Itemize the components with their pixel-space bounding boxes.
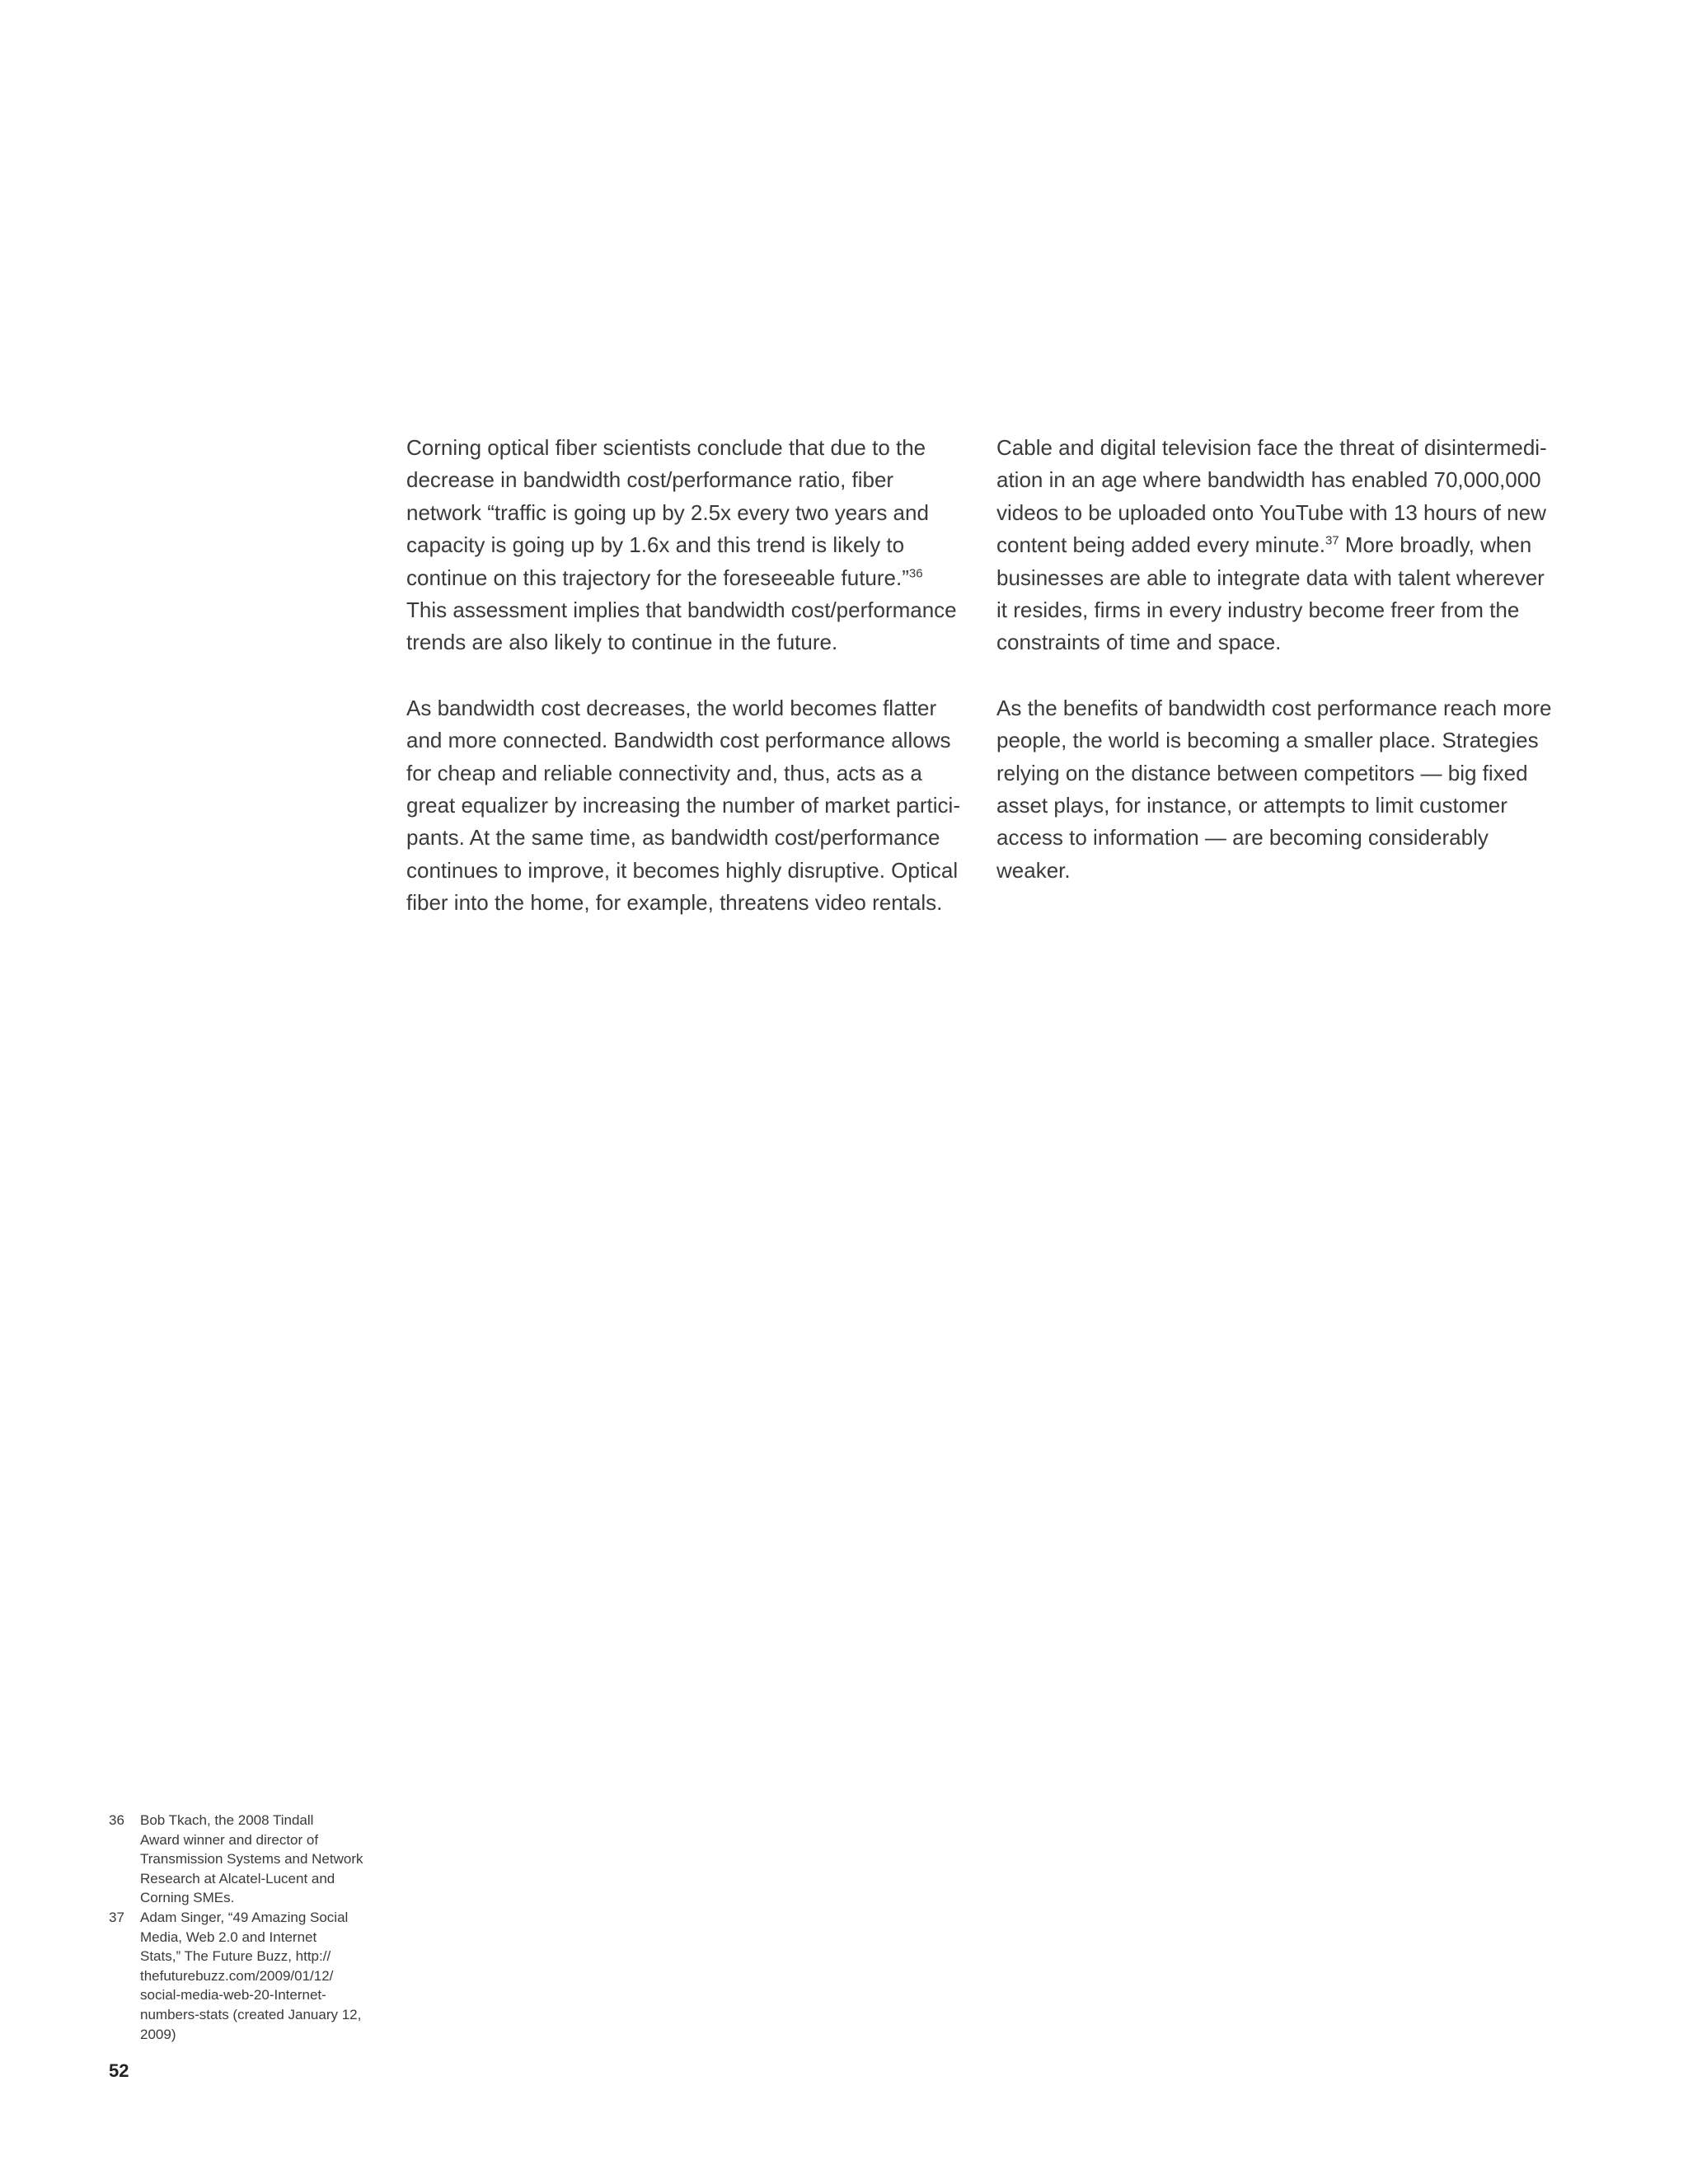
- body-paragraph: [996, 432, 1565, 659]
- text-line: people, the world is becoming a smaller place. Strategies: [996, 728, 1539, 753]
- footnote-line: Adam Singer, “49 Amazing Social: [140, 1909, 349, 1925]
- text-line: relying on the distance between competitors — big fixed: [996, 760, 1528, 785]
- footnote-line: Transmission Systems and Network: [140, 1851, 363, 1868]
- text-line: businesses are able to integrate data with talent wherever: [996, 565, 1545, 590]
- page-number: 52: [109, 2060, 129, 2081]
- footnote-number: 37: [109, 1909, 124, 1925]
- text-line: it resides, firms in every industry become freer from the: [996, 598, 1520, 623]
- footnote: [109, 1811, 381, 1908]
- text-line: ation in an age where bandwidth has enabled 70,000,000: [996, 467, 1541, 493]
- text-line: As bandwidth cost decreases, the world becomes flatter: [406, 695, 937, 720]
- text-fragment: content being added every minute.: [996, 532, 1325, 558]
- text-line: network “traffic is going up by 2.5x every two years and: [406, 499, 929, 525]
- right-column: [996, 432, 1565, 920]
- footnote-reference: 37: [1325, 533, 1339, 548]
- footnote-text: [140, 1811, 363, 1908]
- footnote: [109, 1908, 381, 2044]
- text-line: asset plays, for instance, or attempts to limit customer: [996, 793, 1507, 818]
- footnote-line: numbers-stats (created January 12,: [140, 2006, 362, 2022]
- footnote-line: 2009): [140, 2026, 176, 2042]
- footnote-line: Award winner and director of: [140, 1831, 319, 1848]
- text-line: videos to be uploaded onto YouTube with 13 hours of new: [996, 499, 1546, 525]
- text-line: constraints of time and space.: [996, 630, 1282, 655]
- text-line: This assessment implies that bandwidth cost/performance: [406, 598, 957, 623]
- footnote-line: Corning SMEs.: [140, 1890, 235, 1906]
- footnote-line: social-media-web-20-Internet-: [140, 1987, 326, 2004]
- body-paragraph: [996, 692, 1565, 887]
- footnote-number: 36: [109, 1812, 124, 1828]
- text-line: for cheap and reliable connectivity and, thus, acts as a: [406, 760, 922, 785]
- text-fragment: continue on this trajectory for the foreseeable future.”: [406, 565, 909, 590]
- text-line: trends are also likely to continue in the future.: [406, 630, 838, 655]
- text-line: [406, 562, 975, 594]
- text-line: access to information — are becoming considerably: [996, 825, 1489, 851]
- footnote-line: Media, Web 2.0 and Internet: [140, 1929, 317, 1945]
- text-line: Cable and digital television face the threat of disintermedi-: [996, 435, 1547, 460]
- footnote-line: Bob Tkach, the 2008 Tindall: [140, 1812, 314, 1828]
- text-line: and more connected. Bandwidth cost performance allows: [406, 728, 951, 753]
- body-paragraph: [406, 432, 975, 659]
- text-line: decrease in bandwidth cost/performance ratio, fiber: [406, 467, 894, 493]
- text-fragment: More broadly, when: [1339, 532, 1532, 558]
- left-column: [406, 432, 975, 953]
- text-line: continues to improve, it becomes highly disruptive. Optical: [406, 857, 959, 883]
- text-line: capacity is going up by 1.6x and this trend is likely to: [406, 532, 905, 558]
- body-paragraph: [406, 692, 975, 920]
- text-line: Corning optical fiber scientists conclude that due to the: [406, 435, 926, 460]
- footnote-line: Stats,” The Future Buzz, http://: [140, 1948, 331, 1965]
- footnote-text: [140, 1908, 361, 2044]
- text-line: great equalizer by increasing the number of market partici-: [406, 793, 960, 818]
- text-line: [996, 529, 1565, 561]
- footnote-line: Research at Alcatel-Lucent and: [140, 1870, 335, 1886]
- text-line: fiber into the home, for example, threatens video rentals.: [406, 890, 943, 916]
- text-line: weaker.: [996, 857, 1071, 883]
- text-line: As the benefits of bandwidth cost performance reach more: [996, 695, 1552, 720]
- text-line: pants. At the same time, as bandwidth cost/performance: [406, 825, 940, 851]
- footnote-reference: 36: [908, 565, 923, 580]
- footnotes: [109, 1811, 381, 2044]
- footnote-line: thefuturebuzz.com/2009/01/12/: [140, 1967, 334, 1984]
